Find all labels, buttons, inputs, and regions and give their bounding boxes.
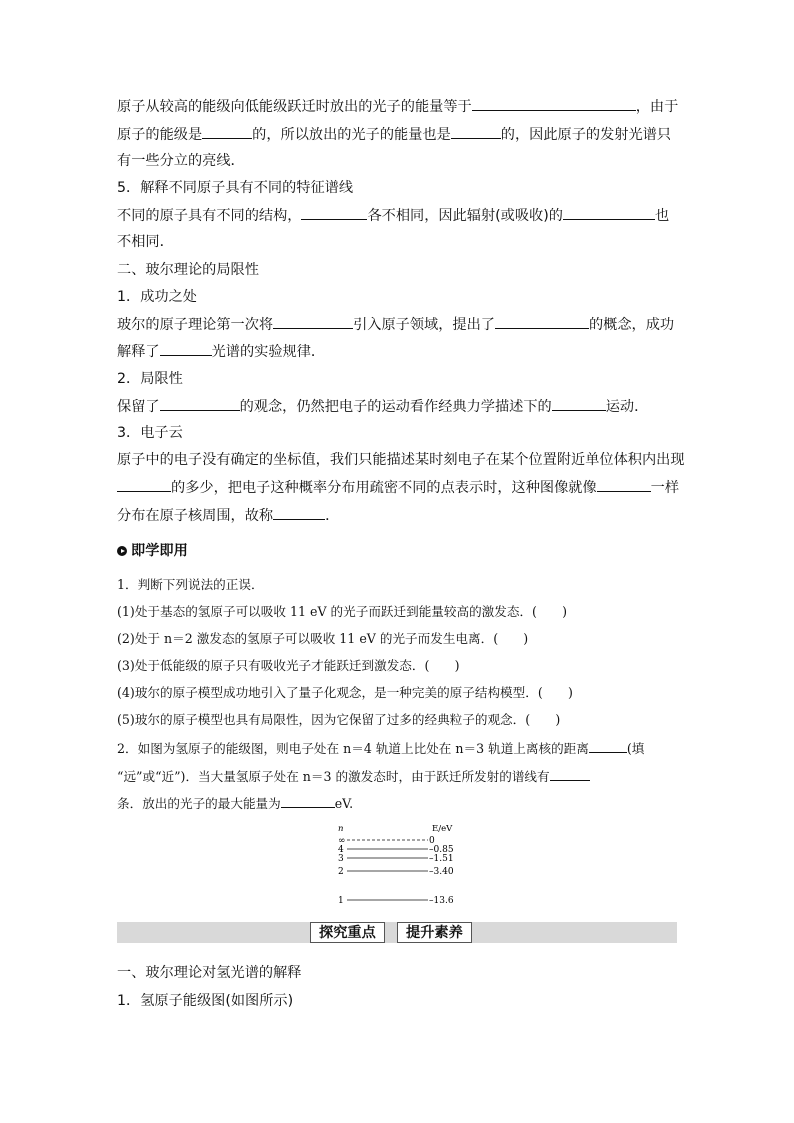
- level-inf: [338, 836, 435, 846]
- svg-text:–0.85: –0.85: [429, 845, 454, 855]
- fill-blank[interactable]: [472, 96, 636, 111]
- fill-blank[interactable]: [451, 124, 501, 139]
- fill-blank[interactable]: [160, 396, 240, 411]
- text-line: 不同的原子具有不同的结构， 各不相同，因此辐射(或吸收)的 也: [117, 205, 669, 226]
- fill-blank[interactable]: [552, 396, 606, 411]
- fill-blank[interactable]: [301, 205, 367, 220]
- level-3: [338, 854, 454, 864]
- question-item: (4)玻尔的原子模型成功地引入了量子化观念，是一种完美的原子结构模型．( ): [117, 685, 573, 700]
- fill-blank[interactable]: [117, 477, 171, 492]
- level-1: [338, 896, 454, 906]
- question-2: 2．如图为氢原子的能级图，则电子处在 n＝4 轨道上比处在 n＝3 轨道上离核的距离 (填: [117, 738, 644, 759]
- subheading: 5．解释不同原子具有不同的特征谱线: [117, 180, 354, 196]
- fill-blank[interactable]: [202, 124, 252, 139]
- fill-blank[interactable]: [160, 341, 212, 356]
- section-heading: 二、玻尔理论的局限性: [117, 262, 259, 278]
- subheading: 3．电子云: [117, 425, 183, 441]
- question-item: (3)处于低能级的原子只有吸收光子才能跃迁到激发态．( ): [117, 658, 460, 673]
- svg-text:–1.51: –1.51: [429, 854, 454, 864]
- svg-text:0: 0: [429, 836, 435, 846]
- subheading: 1．氢原子能级图(如图所示): [117, 993, 294, 1009]
- fill-blank[interactable]: [281, 793, 335, 808]
- svg-text:2: 2: [338, 867, 344, 877]
- text-line: 原子的能级是 的，所以放出的光子的能量也是 的，因此原子的发射光谱只: [117, 124, 671, 145]
- svg-text:4: 4: [338, 845, 344, 855]
- text-line: 玻尔的原子理论第一次将 引入原子领域，提出了 的概念，成功: [117, 314, 674, 335]
- question-2-line: “远”或“近”)．当大量氢原子处在 n＝3 的激发态时，由于跃迁所发射的谱线有: [117, 766, 590, 787]
- question-1: 1．判断下列说法的正误．: [117, 577, 264, 592]
- level-2: [338, 867, 454, 877]
- banner-label-left: 探究重点: [310, 922, 385, 943]
- question-item: (1)处于基态的氢原子可以吸收 11 eV 的光子而跃迁到能量较高的激发态．( ): [117, 604, 568, 619]
- energy-level-diagram: [336, 823, 476, 907]
- fill-blank[interactable]: [589, 738, 627, 753]
- fill-blank[interactable]: [273, 314, 353, 329]
- fill-blank[interactable]: [495, 314, 589, 329]
- text-line: 原子中的电子没有确定的坐标值，我们只能描述某时刻电子在某个位置附近单位体积内出现: [117, 452, 685, 468]
- svg-text:3: 3: [338, 854, 344, 864]
- energy-axis-label: E/eV: [432, 824, 453, 834]
- fill-blank[interactable]: [563, 205, 655, 220]
- play-circle-icon: [117, 546, 127, 556]
- practice-heading: 即学即用: [117, 541, 188, 561]
- svg-text:–13.6: –13.6: [429, 896, 454, 906]
- text-line: 不相同．: [117, 234, 174, 250]
- question-item: (5)玻尔的原子模型也具有局限性，因为它保留了过多的经典粒子的观念．( ): [117, 712, 561, 727]
- svg-text:∞: ∞: [338, 836, 346, 846]
- subheading: 2．局限性: [117, 371, 183, 387]
- text-line: 有一些分立的亮线．: [117, 153, 245, 169]
- banner-label-right: 提升素养: [397, 922, 472, 943]
- text-line: 的多少，把电子这种概率分布用疏密不同的点表示时，这种图像就像 一样: [117, 477, 679, 498]
- text-line: 保留了 的观念，仍然把电子的运动看作经典力学描述下的 运动．: [117, 396, 648, 417]
- section-heading: 一、玻尔理论对氢光谱的解释: [117, 965, 302, 981]
- text-line: 分布在原子核周围，故称 ．: [117, 505, 339, 526]
- fill-blank[interactable]: [550, 766, 590, 781]
- text-line: 原子从较高的能级向低能级跃迁时放出的光子的能量等于 ，由于: [117, 96, 678, 117]
- svg-text:1: 1: [338, 896, 344, 906]
- subheading: 1．成功之处: [117, 289, 197, 305]
- question-item: (2)处于 n＝2 激发态的氢原子可以吸收 11 eV 的光子而发生电离．( ): [117, 631, 529, 646]
- text-line: 解释了 光谱的实验规律．: [117, 341, 325, 362]
- n-axis-label: n: [338, 824, 344, 834]
- svg-text:–3.40: –3.40: [429, 867, 454, 877]
- fill-blank[interactable]: [273, 505, 325, 520]
- question-2-line: 条．放出的光子的最大能量为 eV.: [117, 793, 353, 814]
- fill-blank[interactable]: [597, 477, 651, 492]
